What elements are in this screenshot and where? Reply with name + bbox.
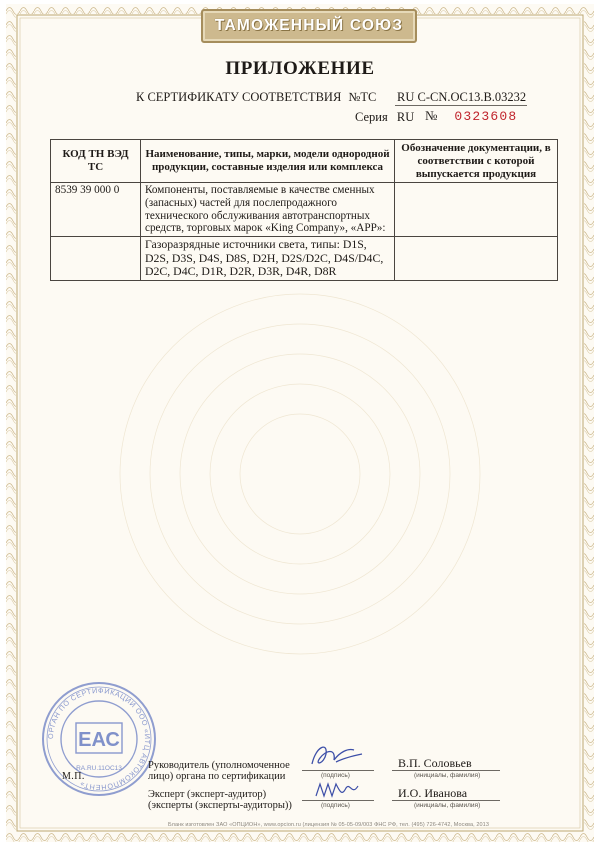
head-name: В.П. Соловьев bbox=[398, 756, 472, 770]
cell-name: Компоненты, поставляемые в качестве сменных (запасных) частей для послепродажного технического обслуживания автотранспортных средств, торговых марок «King Company», «APP»: bbox=[141, 183, 395, 237]
head-signature bbox=[306, 740, 366, 772]
print-info-footer: Бланк изготовлен ЗАО «ОПЦИОН», www.opcion.ru (лицензия № 05-05-09/003 ФНС РФ, тел. (495) 726-4742, Москва, 2013 bbox=[168, 822, 490, 828]
table-row bbox=[51, 237, 558, 281]
certificate-line bbox=[136, 90, 384, 105]
stamp-place-mark: М.П. bbox=[62, 771, 85, 782]
expert-name-caption: (инициалы, фамилия) bbox=[414, 802, 481, 809]
table-header-row bbox=[51, 140, 558, 183]
blank-number bbox=[425, 108, 517, 124]
certification-stamp bbox=[40, 680, 158, 798]
expert-label-line-2: (эксперты (эксперты-аудиторы)) bbox=[148, 800, 292, 811]
head-signature-caption: (подпись) bbox=[321, 772, 350, 779]
head-label-line-1: Руководитель (уполномоченное bbox=[148, 760, 290, 771]
blank-no-label: № bbox=[425, 108, 438, 123]
head-signature-line bbox=[302, 770, 374, 771]
stamp-registration: RA.RU.11ОС13 bbox=[76, 765, 122, 772]
expert-label-line-1: Эксперт (эксперт-аудитор) bbox=[148, 789, 267, 800]
series-value: RU bbox=[396, 110, 415, 124]
head-label-line-2: лицо) органа по сертификации bbox=[148, 771, 286, 782]
header-name: Наименование, типы, марки, модели однородной продукции, составные изделия или комплекса bbox=[141, 140, 395, 183]
certificate-number: RU C-CN.OC13.B.03232 bbox=[397, 90, 527, 104]
expert-signature-caption: (подпись) bbox=[321, 802, 350, 809]
number-prefix: №ТС bbox=[348, 90, 377, 104]
cell-docs bbox=[395, 183, 558, 237]
certificate-label: К СЕРТИФИКАТУ СООТВЕТСТВИЯ bbox=[136, 90, 342, 104]
cell-docs bbox=[395, 237, 558, 281]
head-name-caption: (инициалы, фамилия) bbox=[414, 772, 481, 779]
expert-name: И.О. Иванова bbox=[398, 786, 468, 800]
page-title: ПРИЛОЖЕНИЕ bbox=[225, 58, 375, 79]
expert-name-line bbox=[392, 800, 500, 801]
table-row bbox=[51, 183, 558, 237]
header-code: КОД ТН ВЭД ТС bbox=[51, 140, 141, 183]
products-table bbox=[50, 139, 558, 281]
cell-code bbox=[51, 237, 141, 281]
head-label bbox=[148, 760, 290, 782]
series-label: Серия bbox=[355, 110, 388, 124]
stamp-circular-text: ОРГАН ПО СЕРТИФИКАЦИИ ООО «ИТЦ АВТОКОМПОНЕНТ» bbox=[45, 685, 153, 793]
cell-name: Газоразрядные источники света, типы: D1S, D2S, D3S, D4S, D8S, D2H, D2S/D2C, D4S/D4C, D2C, D4C, D1R, D2R, D3R, D4R, D8R bbox=[141, 237, 395, 281]
customs-union-banner: ТАМОЖЕННЫЙ СОЮЗ bbox=[201, 9, 417, 43]
cell-code: 8539 39 000 0 bbox=[51, 183, 141, 237]
series-line bbox=[355, 110, 414, 125]
header-docs: Обозначение документации, в соответствии с которой выпускается продукция bbox=[395, 140, 558, 183]
expert-label bbox=[148, 789, 292, 811]
stamp-eac-logo: ЕАС bbox=[78, 729, 120, 751]
blank-number-value: 0323608 bbox=[454, 109, 518, 124]
head-name-line bbox=[392, 770, 500, 771]
expert-signature-line bbox=[302, 800, 374, 801]
